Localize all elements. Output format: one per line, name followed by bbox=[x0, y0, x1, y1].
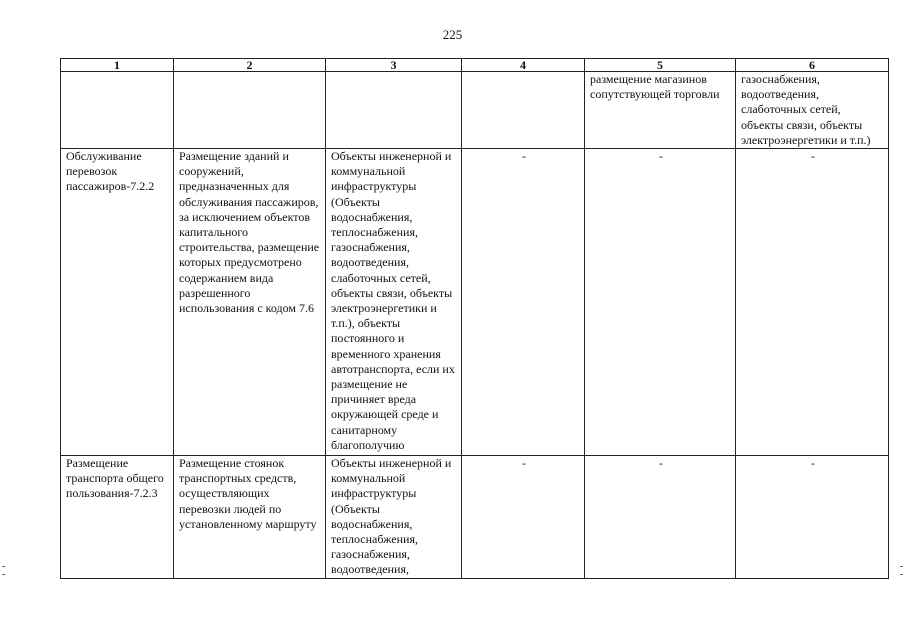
column-header-2: 2 bbox=[174, 59, 326, 72]
cell-column-6: - bbox=[736, 149, 889, 456]
cell-use-description bbox=[174, 72, 326, 149]
cell-auxiliary-uses bbox=[326, 72, 462, 149]
cell-use-name: Обслуживание перевозок пассажиров-7.2.2 bbox=[61, 149, 174, 456]
scan-margin-mark bbox=[2, 566, 5, 567]
column-header-5: 5 bbox=[585, 59, 736, 72]
cell-column-5: - bbox=[585, 149, 736, 456]
table-row bbox=[61, 149, 889, 456]
column-header-3: 3 bbox=[326, 59, 462, 72]
cell-column-4: - bbox=[462, 456, 585, 579]
cell-auxiliary-uses: Объекты инженерной и коммунальной инфраструктуры (Объекты водоснабжения, теплоснабжения, газоснабжения, водоотведения, bbox=[326, 456, 462, 579]
cell-column-5: - bbox=[585, 456, 736, 579]
cell-column-4: - bbox=[462, 149, 585, 456]
cell-column-4 bbox=[462, 72, 585, 149]
column-header-1: 1 bbox=[61, 59, 174, 72]
scan-margin-mark bbox=[900, 566, 903, 567]
table-row bbox=[61, 72, 889, 149]
table-header-row bbox=[61, 59, 889, 72]
page-number: 225 bbox=[442, 27, 463, 42]
cell-use-name bbox=[61, 72, 174, 149]
cell-use-description: Размещение зданий и сооружений, предназначенных для обслуживания пассажиров, за исключением объектов капитального строительства, размещение которых предусмотрено содержанием вида разрешенного использования с кодом 7.6 bbox=[174, 149, 326, 456]
column-header-6: 6 bbox=[736, 59, 889, 72]
cell-use-name: Размещение транспорта общего пользования-7.2.3 bbox=[61, 456, 174, 579]
cell-auxiliary-uses: Объекты инженерной и коммунальной инфраструктуры (Объекты водоснабжения, теплоснабжения, газоснабжения, водоотведения, слаботочных сетей, объекты связи, объекты электроэнергетики и т.п.), объекты постоянного и временного хранения автотранспорта, если их размещение не причиняет вреда окружающей среде и санитарному благополучию bbox=[326, 149, 462, 456]
scan-margin-mark bbox=[2, 574, 5, 575]
table-row bbox=[61, 456, 889, 579]
land-use-table bbox=[60, 58, 889, 579]
column-header-4: 4 bbox=[462, 59, 585, 72]
cell-column-6: газоснабжения, водоотведения, слаботочных сетей, объекты связи, объекты электроэнергетики и т.п.) bbox=[736, 72, 889, 149]
scan-margin-mark bbox=[900, 574, 903, 575]
cell-column-6: - bbox=[736, 456, 889, 579]
cell-use-description: Размещение стоянок транспортных средств, осуществляющих перевозки людей по установленному маршруту bbox=[174, 456, 326, 579]
cell-column-5: размещение магазинов сопутствующей торговли bbox=[585, 72, 736, 149]
